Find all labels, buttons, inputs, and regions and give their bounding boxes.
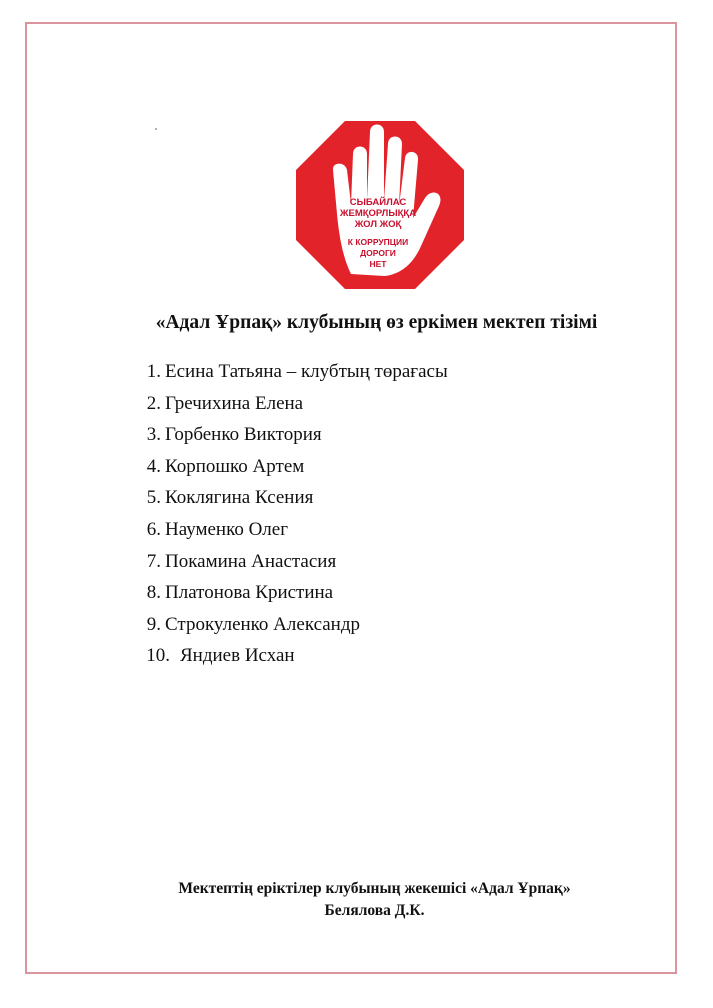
list-item-name: Яндиев Исхан <box>180 645 295 667</box>
member-list <box>136 356 448 672</box>
signature-block <box>0 878 713 922</box>
anti-corruption-logo <box>293 118 467 292</box>
list-item-number: 8. <box>146 582 161 604</box>
list-item-name: Науменко Олег <box>165 518 289 540</box>
list-item-number: 7. <box>146 550 161 572</box>
list-item-number: 1. <box>146 361 161 382</box>
signature-role: Мектептің еріктілер клубының жекешісі «Адал Ұрпақ» <box>178 880 571 897</box>
list-item <box>136 356 448 388</box>
list-item <box>136 419 448 451</box>
logo-text-ru-3: НЕТ <box>369 259 387 269</box>
list-item-number: 9. <box>146 613 161 635</box>
logo-text-kz-3: ЖОЛ ЖОҚ <box>354 219 402 230</box>
list-item <box>136 388 448 420</box>
list-item <box>136 546 448 578</box>
list-item <box>136 640 448 672</box>
list-item-name: Платонова Кристина <box>165 582 334 604</box>
list-item-number: 3. <box>146 424 161 446</box>
list-item-name: Покамина Анастасия <box>165 550 337 572</box>
logo-text-kz-2: ЖЕМҚОРЛЫҚҚА <box>339 208 417 219</box>
document-title: «Адал Ұрпақ» клубының өз еркімен мектеп тізімі <box>155 312 598 333</box>
list-item-name: Гречихина Елена <box>165 392 304 414</box>
logo-text-kz-1: СЫБАЙЛАС <box>349 197 407 208</box>
list-item <box>136 609 448 641</box>
list-item-name: Горбенко Виктория <box>165 424 322 446</box>
signature-name: Белялова Д.К. <box>324 902 425 919</box>
scan-speck <box>155 128 157 130</box>
list-item-number: 6. <box>146 518 161 540</box>
list-item <box>136 451 448 483</box>
list-item-number: 10. <box>146 645 170 667</box>
stop-hand-icon <box>293 118 467 292</box>
list-item-name: Есина Татьяна – клубтың төрағасы <box>165 361 448 382</box>
list-item-name: Корпошко Артем <box>165 455 305 477</box>
list-item <box>136 514 448 546</box>
list-item-name: Строкуленко Александр <box>165 613 361 635</box>
logo-text-ru-1: К КОРРУПЦИИ <box>347 237 409 247</box>
list-item <box>136 577 448 609</box>
logo-text-ru-2: ДОРОГИ <box>360 248 396 258</box>
list-item <box>136 482 448 514</box>
list-item-name: Коклягина Ксения <box>165 487 314 509</box>
list-item-number: 5. <box>146 487 161 509</box>
list-item-number: 4. <box>146 455 161 477</box>
list-item-number: 2. <box>146 392 161 414</box>
